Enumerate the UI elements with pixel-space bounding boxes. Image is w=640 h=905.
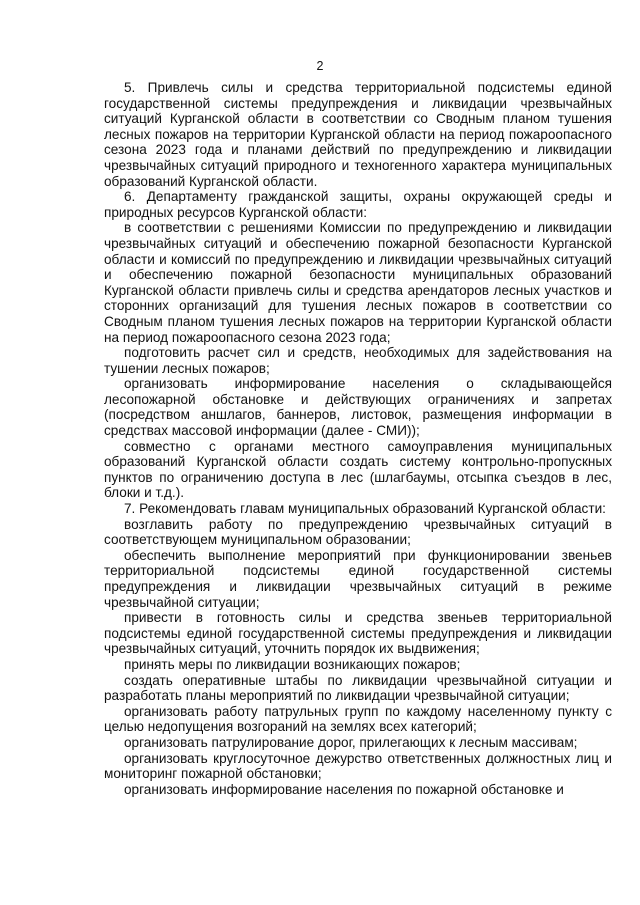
- paragraph-item-6: 6. Департаменту гражданской защиты, охраны окружающей среды и природных ресурсов Курганской области:: [104, 189, 612, 220]
- paragraph-7-subitem-9: организовать информирование населения по пожарной обстановке и: [124, 781, 564, 797]
- paragraph-7-subitem-7: организовать патрулирование дорог, прилегающих к лесным массивам;: [124, 734, 578, 750]
- paragraph-6-subitem-4: совместно с органами местного самоуправления муниципальных образований Курганской области создать систему контрольно-пропускных пунктов по ограничению доступа в лес (шлагбаумы, отсыпка съездов в лес, блоки и т.д.).: [104, 438, 612, 501]
- paragraph-7-subitem-4: принять меры по ликвидации возникающих пожаров;: [124, 656, 461, 672]
- paragraph-7-subitem-6: организовать работу патрульных групп по каждому населенному пункту с целью недопущения возгораний на землях всех категорий;: [104, 703, 612, 735]
- paragraph-7-subitem-5: создать оперативные штабы по ликвидации чрезвычайной ситуации и разработать планы мероприятий по ликвидации чрезвычайной ситуации;: [104, 672, 612, 704]
- paragraph-6-subitem-2: подготовить расчет сил и средств, необходимых для задействования на тушении лесных пожаров;: [104, 345, 612, 376]
- paragraph-6-subitem-1: в соответствии с решениями Комиссии по предупреждению и ликвидации чрезвычайных ситуаций и обеспечению пожарной безопасности Курганской области и комиссий по предупреждению и ликвидации чрезвычайных ситуаций и обеспечению пожарной безопасности муниципальных образований Курганской области привлечь силы и средства арендаторов лесных участков и сторонних организаций для тушения лесных пожаров в соответствии со Сводным планом тушения лесных пожаров на территории Курганской области на период пожароопасного сезона 2023 года;: [104, 220, 612, 345]
- paragraph-7-subitem-2: обеспечить выполнение мероприятий при функционировании звеньев территориальной подсистемы единой государственной системы предупреждения и ликвидации чрезвычайных ситуаций в режиме чрезвычайной ситуации;: [104, 547, 612, 610]
- paragraph-6-subitem-3: организовать информирование населения о складывающейся лесопожарной обстановке и действующих ограничениях и запретах (посредством аншлагов, баннеров, листовок, размещения информации в средствах массовой информации (далее - СМИ));: [104, 376, 612, 439]
- paragraph-7-subitem-1: возглавить работу по предупреждению чрезвычайных ситуаций в соответствующем муниципальном образовании;: [104, 516, 612, 548]
- document-body: [104, 80, 612, 797]
- paragraph-7-subitem-8: организовать круглосуточное дежурство ответственных должностных лиц и мониторинг пожарной обстановки;: [104, 750, 612, 782]
- paragraph-7-subitem-3: привести в готовность силы и средства звеньев территориальной подсистемы единой государственной системы предупреждения и ликвидации чрезвычайных ситуаций, уточнить порядок их выдвижения;: [104, 610, 612, 657]
- page-number: 2: [316, 59, 324, 73]
- paragraph-item-7: 7. Рекомендовать главам муниципальных образований Курганской области:: [124, 501, 606, 517]
- paragraph-item-5: 5. Привлечь силы и средства территориальной подсистемы единой государственной системы предупреждения и ликвидации чрезвычайных ситуаций Курганской области в соответствии со Сводным планом тушения лесных пожаров на территории Курганской области на период пожароопасного сезона 2023 года и планами действий по предупреждению и ликвидации чрезвычайных ситуаций природного и техногенного характера муниципальных образований Курганской области.: [104, 80, 612, 189]
